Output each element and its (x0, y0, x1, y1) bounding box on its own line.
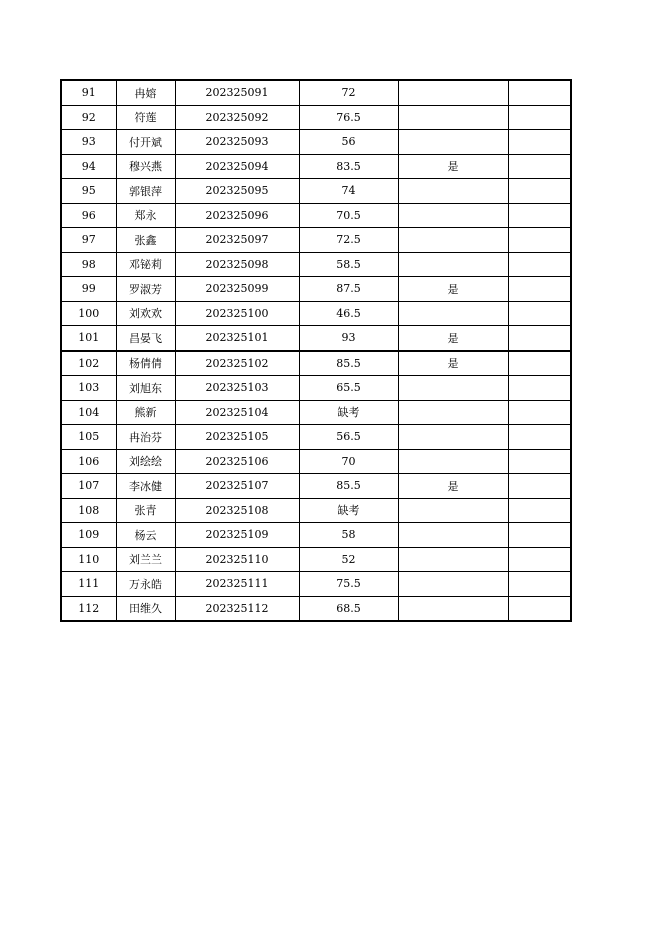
exam-id-cell: 202325102 (175, 351, 299, 376)
row-number-cell: 100 (61, 301, 116, 326)
score-cell: 85.5 (299, 474, 398, 499)
exam-id-cell: 202325103 (175, 376, 299, 401)
exam-id-cell: 202325104 (175, 400, 299, 425)
name-cell: 昌晏飞 (116, 326, 175, 351)
remarks-cell (508, 228, 571, 253)
qualified-flag-cell (398, 301, 508, 326)
name-cell: 付开斌 (116, 130, 175, 155)
remarks-cell (508, 154, 571, 179)
name-cell: 冉治芬 (116, 425, 175, 450)
name-cell: 冉嫆 (116, 80, 175, 105)
score-cell: 75.5 (299, 572, 398, 597)
remarks-cell (508, 277, 571, 302)
table-row (61, 596, 571, 621)
table-row (61, 252, 571, 277)
score-cell: 70.5 (299, 203, 398, 228)
row-number-cell: 93 (61, 130, 116, 155)
table-row (61, 203, 571, 228)
name-cell: 符莲 (116, 105, 175, 130)
row-number-cell: 101 (61, 326, 116, 351)
name-cell: 张青 (116, 498, 175, 523)
score-cell: 58 (299, 523, 398, 548)
table-row (61, 425, 571, 450)
remarks-cell (508, 105, 571, 130)
score-cell: 56.5 (299, 425, 398, 450)
row-number-cell: 96 (61, 203, 116, 228)
row-number-cell: 95 (61, 179, 116, 204)
row-number-cell: 99 (61, 277, 116, 302)
table-row (61, 474, 571, 499)
exam-id-cell: 202325101 (175, 326, 299, 351)
name-cell: 刘兰兰 (116, 547, 175, 572)
table-row (61, 351, 571, 376)
name-cell: 杨倩倩 (116, 351, 175, 376)
score-cell: 58.5 (299, 252, 398, 277)
exam-id-cell: 202325094 (175, 154, 299, 179)
table-row (61, 326, 571, 351)
table-row (61, 105, 571, 130)
name-cell: 穆兴燕 (116, 154, 175, 179)
exam-id-cell: 202325100 (175, 301, 299, 326)
qualified-flag-cell: 是 (398, 474, 508, 499)
exam-id-cell: 202325091 (175, 80, 299, 105)
name-cell: 刘旭东 (116, 376, 175, 401)
exam-id-cell: 202325106 (175, 449, 299, 474)
name-cell: 熊新 (116, 400, 175, 425)
row-number-cell: 108 (61, 498, 116, 523)
qualified-flag-cell (398, 449, 508, 474)
row-number-cell: 105 (61, 425, 116, 450)
exam-id-cell: 202325105 (175, 425, 299, 450)
name-cell: 万永皓 (116, 572, 175, 597)
table-row (61, 523, 571, 548)
qualified-flag-cell (398, 252, 508, 277)
exam-id-cell: 202325109 (175, 523, 299, 548)
qualified-flag-cell: 是 (398, 277, 508, 302)
qualified-flag-cell (398, 572, 508, 597)
score-cell: 缺考 (299, 498, 398, 523)
remarks-cell (508, 351, 571, 376)
score-cell: 83.5 (299, 154, 398, 179)
exam-id-cell: 202325112 (175, 596, 299, 621)
exam-id-cell: 202325098 (175, 252, 299, 277)
remarks-cell (508, 80, 571, 105)
exam-id-cell: 202325096 (175, 203, 299, 228)
table-row (61, 400, 571, 425)
name-cell: 邓铋莉 (116, 252, 175, 277)
score-cell: 70 (299, 449, 398, 474)
remarks-cell (508, 474, 571, 499)
name-cell: 田维久 (116, 596, 175, 621)
score-cell: 93 (299, 326, 398, 351)
qualified-flag-cell (398, 228, 508, 253)
row-number-cell: 94 (61, 154, 116, 179)
row-number-cell: 110 (61, 547, 116, 572)
remarks-cell (508, 376, 571, 401)
row-number-cell: 97 (61, 228, 116, 253)
remarks-cell (508, 326, 571, 351)
qualified-flag-cell (398, 179, 508, 204)
score-cell: 68.5 (299, 596, 398, 621)
remarks-cell (508, 572, 571, 597)
exam-id-cell: 202325099 (175, 277, 299, 302)
exam-id-cell: 202325093 (175, 130, 299, 155)
name-cell: 郑永 (116, 203, 175, 228)
table-row (61, 498, 571, 523)
score-table (60, 79, 572, 622)
score-cell: 72.5 (299, 228, 398, 253)
row-number-cell: 112 (61, 596, 116, 621)
name-cell: 郭银萍 (116, 179, 175, 204)
remarks-cell (508, 523, 571, 548)
score-cell: 65.5 (299, 376, 398, 401)
name-cell: 张鑫 (116, 228, 175, 253)
qualified-flag-cell (398, 547, 508, 572)
row-number-cell: 92 (61, 105, 116, 130)
qualified-flag-cell (398, 400, 508, 425)
remarks-cell (508, 425, 571, 450)
remarks-cell (508, 596, 571, 621)
qualified-flag-cell (398, 203, 508, 228)
qualified-flag-cell (398, 596, 508, 621)
score-cell: 72 (299, 80, 398, 105)
qualified-flag-cell: 是 (398, 326, 508, 351)
score-cell: 76.5 (299, 105, 398, 130)
row-number-cell: 98 (61, 252, 116, 277)
score-cell: 87.5 (299, 277, 398, 302)
exam-id-cell: 202325110 (175, 547, 299, 572)
qualified-flag-cell (398, 105, 508, 130)
table-row (61, 376, 571, 401)
exam-id-cell: 202325092 (175, 105, 299, 130)
remarks-cell (508, 449, 571, 474)
qualified-flag-cell (398, 523, 508, 548)
row-number-cell: 106 (61, 449, 116, 474)
qualified-flag-cell: 是 (398, 351, 508, 376)
name-cell: 罗淑芳 (116, 277, 175, 302)
remarks-cell (508, 400, 571, 425)
qualified-flag-cell (398, 130, 508, 155)
name-cell: 刘绘绘 (116, 449, 175, 474)
exam-id-cell: 202325097 (175, 228, 299, 253)
score-table-body (61, 80, 571, 621)
remarks-cell (508, 498, 571, 523)
exam-id-cell: 202325107 (175, 474, 299, 499)
table-row (61, 80, 571, 105)
table-row (61, 449, 571, 474)
table-row (61, 572, 571, 597)
table-row (61, 179, 571, 204)
table-row (61, 154, 571, 179)
qualified-flag-cell (398, 376, 508, 401)
remarks-cell (508, 547, 571, 572)
score-cell: 85.5 (299, 351, 398, 376)
score-cell: 缺考 (299, 400, 398, 425)
qualified-flag-cell: 是 (398, 154, 508, 179)
row-number-cell: 102 (61, 351, 116, 376)
score-cell: 74 (299, 179, 398, 204)
remarks-cell (508, 301, 571, 326)
table-row (61, 277, 571, 302)
table-row (61, 547, 571, 572)
score-cell: 52 (299, 547, 398, 572)
row-number-cell: 109 (61, 523, 116, 548)
score-cell: 46.5 (299, 301, 398, 326)
name-cell: 刘欢欢 (116, 301, 175, 326)
row-number-cell: 104 (61, 400, 116, 425)
name-cell: 杨云 (116, 523, 175, 548)
remarks-cell (508, 179, 571, 204)
score-cell: 56 (299, 130, 398, 155)
remarks-cell (508, 252, 571, 277)
qualified-flag-cell (398, 498, 508, 523)
exam-id-cell: 202325108 (175, 498, 299, 523)
exam-id-cell: 202325111 (175, 572, 299, 597)
row-number-cell: 103 (61, 376, 116, 401)
row-number-cell: 111 (61, 572, 116, 597)
row-number-cell: 91 (61, 80, 116, 105)
table-row (61, 228, 571, 253)
exam-id-cell: 202325095 (175, 179, 299, 204)
row-number-cell: 107 (61, 474, 116, 499)
qualified-flag-cell (398, 80, 508, 105)
qualified-flag-cell (398, 425, 508, 450)
table-row (61, 301, 571, 326)
name-cell: 李冰健 (116, 474, 175, 499)
remarks-cell (508, 130, 571, 155)
table-row (61, 130, 571, 155)
remarks-cell (508, 203, 571, 228)
